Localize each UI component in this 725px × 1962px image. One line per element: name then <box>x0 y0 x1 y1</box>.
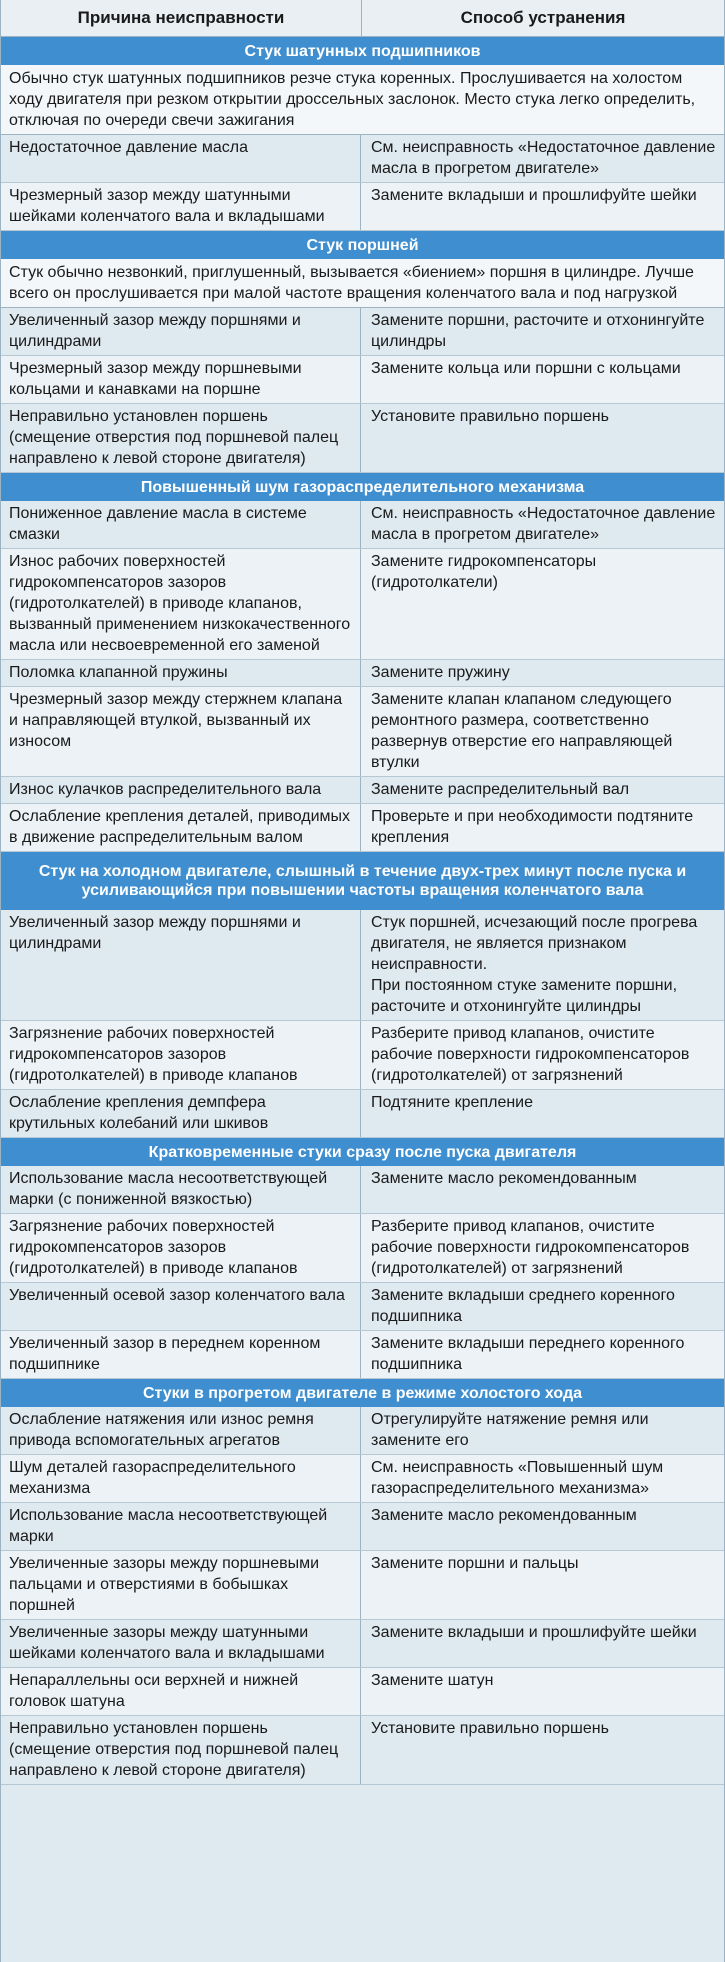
fix-cell <box>361 1407 724 1454</box>
section <box>1 1138 724 1379</box>
cause-cell: Ослабление крепления деталей, приводимых в движение распределительным валом <box>1 804 361 851</box>
cause-cell: Чрезмерный зазор между поршневыми кольцами и канавками на поршне <box>1 356 361 403</box>
cause-cell: Поломка клапанной пружины <box>1 660 361 686</box>
section-note: Обычно стук шатунных подшипников резче стука коренных. Прослушивается на холостом ходу двигателя при резком открытии дроссельных заслонок. Место стука легко определить, отключая по очереди свечи зажигания <box>1 65 724 135</box>
fix-cell <box>361 1551 724 1619</box>
table-row <box>1 549 724 660</box>
table-row <box>1 501 724 549</box>
fix-cell <box>361 687 724 776</box>
fix-cell <box>361 308 724 355</box>
header-fix: Способ устранения <box>460 8 626 27</box>
fix-text: См. неисправность «Недостаточное давление масла в прогретом двигателе» <box>371 139 716 177</box>
fix-cell <box>361 1214 724 1282</box>
table-row <box>1 660 724 687</box>
section <box>1 1379 724 1785</box>
fix-text: Стук поршней, исчезающий после прогрева двигателя, не является признаком неисправности. <box>371 914 698 973</box>
fix-cell <box>361 1331 724 1378</box>
fix-text: Замените масло рекомендованным <box>371 1507 637 1524</box>
fix-text: Проверьте и при необходимости подтяните крепления <box>371 808 694 846</box>
cause-cell: Износ кулачков распределительного вала <box>1 777 361 803</box>
fix-text: Установите правильно поршень <box>371 1720 609 1737</box>
table-row <box>1 1090 724 1138</box>
table-row <box>1 1455 724 1503</box>
section <box>1 231 724 473</box>
table-body <box>1 37 724 1785</box>
fix-cell <box>361 1283 724 1330</box>
section-title: Повышенный шум газораспределительного механизма <box>1 473 724 501</box>
section-title: Стук шатунных подшипников <box>1 37 724 65</box>
fix-cell <box>361 183 724 230</box>
cause-cell: Чрезмерный зазор между стержнем клапана и направляющей втулкой, вызванный их износом <box>1 687 361 776</box>
fix-text: Разберите привод клапанов, очистите рабочие поверхности гидрокомпенсаторов (гидротолкателей) от загрязнений <box>371 1218 690 1277</box>
fix-text: Замените клапан клапаном следующего ремонтного размера, соответственно развернув отверстие его направляющей втулки <box>371 691 673 771</box>
fix-text: Замените кольца или поршни с кольцами <box>371 360 681 377</box>
table-row <box>1 404 724 473</box>
fix-cell <box>361 1166 724 1213</box>
section <box>1 852 724 1138</box>
fix-text: Замените шатун <box>371 1672 494 1689</box>
cause-cell: Пониженное давление масла в системе смазки <box>1 501 361 548</box>
section-note: Стук обычно незвонкий, приглушенный, вызывается «биением» поршня в цилиндре. Лучше всего он прослушивается при малой частоте вращения коленчатого вала и под нагрузкой <box>1 259 724 308</box>
fix-cell <box>361 910 724 1020</box>
table-row <box>1 308 724 356</box>
fix-text: Замените вкладыши среднего коренного подшипника <box>371 1287 675 1325</box>
cause-cell: Увеличенный зазор в переднем коренном подшипнике <box>1 1331 361 1378</box>
cause-cell: Износ рабочих поверхностей гидрокомпенсаторов зазоров (гидротолкателей) в приводе клапанов, вызванный применением низкокачественного масла или несвоевременной его заменой <box>1 549 361 659</box>
fix-text: Замените поршни и пальцы <box>371 1555 579 1572</box>
cause-cell: Неправильно установлен поршень (смещение отверстия под поршневой палец направлено к левой стороне двигателя) <box>1 1716 361 1784</box>
section <box>1 37 724 231</box>
table-row <box>1 135 724 183</box>
section-title: Стуки в прогретом двигателе в режиме холостого хода <box>1 1379 724 1407</box>
table-row <box>1 1668 724 1716</box>
cause-cell: Увеличенный зазор между поршнями и цилиндрами <box>1 308 361 355</box>
table-row <box>1 183 724 231</box>
table-row <box>1 777 724 804</box>
fix-text: Замените гидрокомпенсаторы (гидротолкатели) <box>371 553 597 591</box>
cause-cell: Увеличенные зазоры между шатунными шейками коленчатого вала и вкладышами <box>1 1620 361 1667</box>
section-title: Стук поршней <box>1 231 724 259</box>
fix-text: Установите правильно поршень <box>371 408 609 425</box>
fix-text: См. неисправность «Недостаточное давление масла в прогретом двигателе» <box>371 505 716 543</box>
table-row <box>1 1503 724 1551</box>
table-header <box>1 0 724 37</box>
fix-text: При постоянном стуке замените поршни, расточите и отхонингуйте цилиндры <box>371 977 678 1015</box>
fix-cell <box>361 1455 724 1502</box>
fix-cell <box>361 660 724 686</box>
fix-cell <box>361 1620 724 1667</box>
fix-cell <box>361 135 724 182</box>
fix-cell <box>361 777 724 803</box>
table-row <box>1 687 724 777</box>
fix-text: Замените вкладыши и прошлифуйте шейки <box>371 187 697 204</box>
cause-cell: Ослабление натяжения или износ ремня привода вспомогательных агрегатов <box>1 1407 361 1454</box>
fix-text: Подтяните крепление <box>371 1094 534 1111</box>
header-cause: Причина неисправности <box>1 0 362 36</box>
section-title: Кратковременные стуки сразу после пуска двигателя <box>1 1138 724 1166</box>
fix-text: Замените пружину <box>371 664 510 681</box>
cause-cell: Ослабление крепления демпфера крутильных колебаний или шкивов <box>1 1090 361 1137</box>
section <box>1 473 724 852</box>
fix-cell <box>361 501 724 548</box>
table-row <box>1 1620 724 1668</box>
table-row <box>1 356 724 404</box>
cause-cell: Увеличенный осевой зазор коленчатого вала <box>1 1283 361 1330</box>
fix-text: Разберите привод клапанов, очистите рабочие поверхности гидрокомпенсаторов (гидротолкателей) от загрязнений <box>371 1025 690 1084</box>
table-row <box>1 1283 724 1331</box>
cause-cell: Увеличенный зазор между поршнями и цилиндрами <box>1 910 361 1020</box>
table-row <box>1 1214 724 1283</box>
table-row <box>1 1716 724 1785</box>
table-row <box>1 1166 724 1214</box>
fix-cell <box>361 356 724 403</box>
fix-cell <box>361 1668 724 1715</box>
fix-cell <box>361 1090 724 1137</box>
fix-cell <box>361 1503 724 1550</box>
cause-cell: Непараллельны оси верхней и нижней головок шатуна <box>1 1668 361 1715</box>
cause-cell: Неправильно установлен поршень (смещение отверстия под поршневой палец направлено к левой стороне двигателя) <box>1 404 361 472</box>
fix-text: Замените масло рекомендованным <box>371 1170 637 1187</box>
cause-cell: Использование масла несоответствующей марки <box>1 1503 361 1550</box>
fix-text: Замените распределительный вал <box>371 781 630 798</box>
fix-cell <box>361 1021 724 1089</box>
fix-cell <box>361 549 724 659</box>
fix-text: Отрегулируйте натяжение ремня или замените его <box>371 1411 649 1449</box>
fix-text: Замените поршни, расточите и отхонингуйте цилиндры <box>371 312 705 350</box>
table-row <box>1 1407 724 1455</box>
cause-cell: Недостаточное давление масла <box>1 135 361 182</box>
table-row <box>1 910 724 1021</box>
table-row <box>1 804 724 852</box>
fix-cell <box>361 1716 724 1784</box>
cause-cell: Чрезмерный зазор между шатунными шейками коленчатого вала и вкладышами <box>1 183 361 230</box>
fix-cell <box>361 804 724 851</box>
table-row <box>1 1551 724 1620</box>
cause-cell: Загрязнение рабочих поверхностей гидрокомпенсаторов зазоров (гидротолкателей) в приводе клапанов <box>1 1214 361 1282</box>
section-title: Стук на холодном двигателе, слышный в течение двух-трех минут после пуска и усиливающийся при повышении частоты вращения коленчатого вала <box>1 852 724 910</box>
cause-cell: Использование масла несоответствующей марки (с пониженной вязкостью) <box>1 1166 361 1213</box>
fix-text: См. неисправность «Повышенный шум газораспределительного механизма» <box>371 1459 664 1497</box>
cause-cell: Загрязнение рабочих поверхностей гидрокомпенсаторов зазоров (гидротолкателей) в приводе клапанов <box>1 1021 361 1089</box>
fix-text: Замените вкладыши переднего коренного подшипника <box>371 1335 685 1373</box>
table-row <box>1 1021 724 1090</box>
cause-cell: Шум деталей газораспределительного механизма <box>1 1455 361 1502</box>
table-row <box>1 1331 724 1379</box>
fix-text: Замените вкладыши и прошлифуйте шейки <box>371 1624 697 1641</box>
cause-cell: Увеличенные зазоры между поршневыми пальцами и отверстиями в бобышках поршней <box>1 1551 361 1619</box>
fix-cell <box>361 404 724 472</box>
